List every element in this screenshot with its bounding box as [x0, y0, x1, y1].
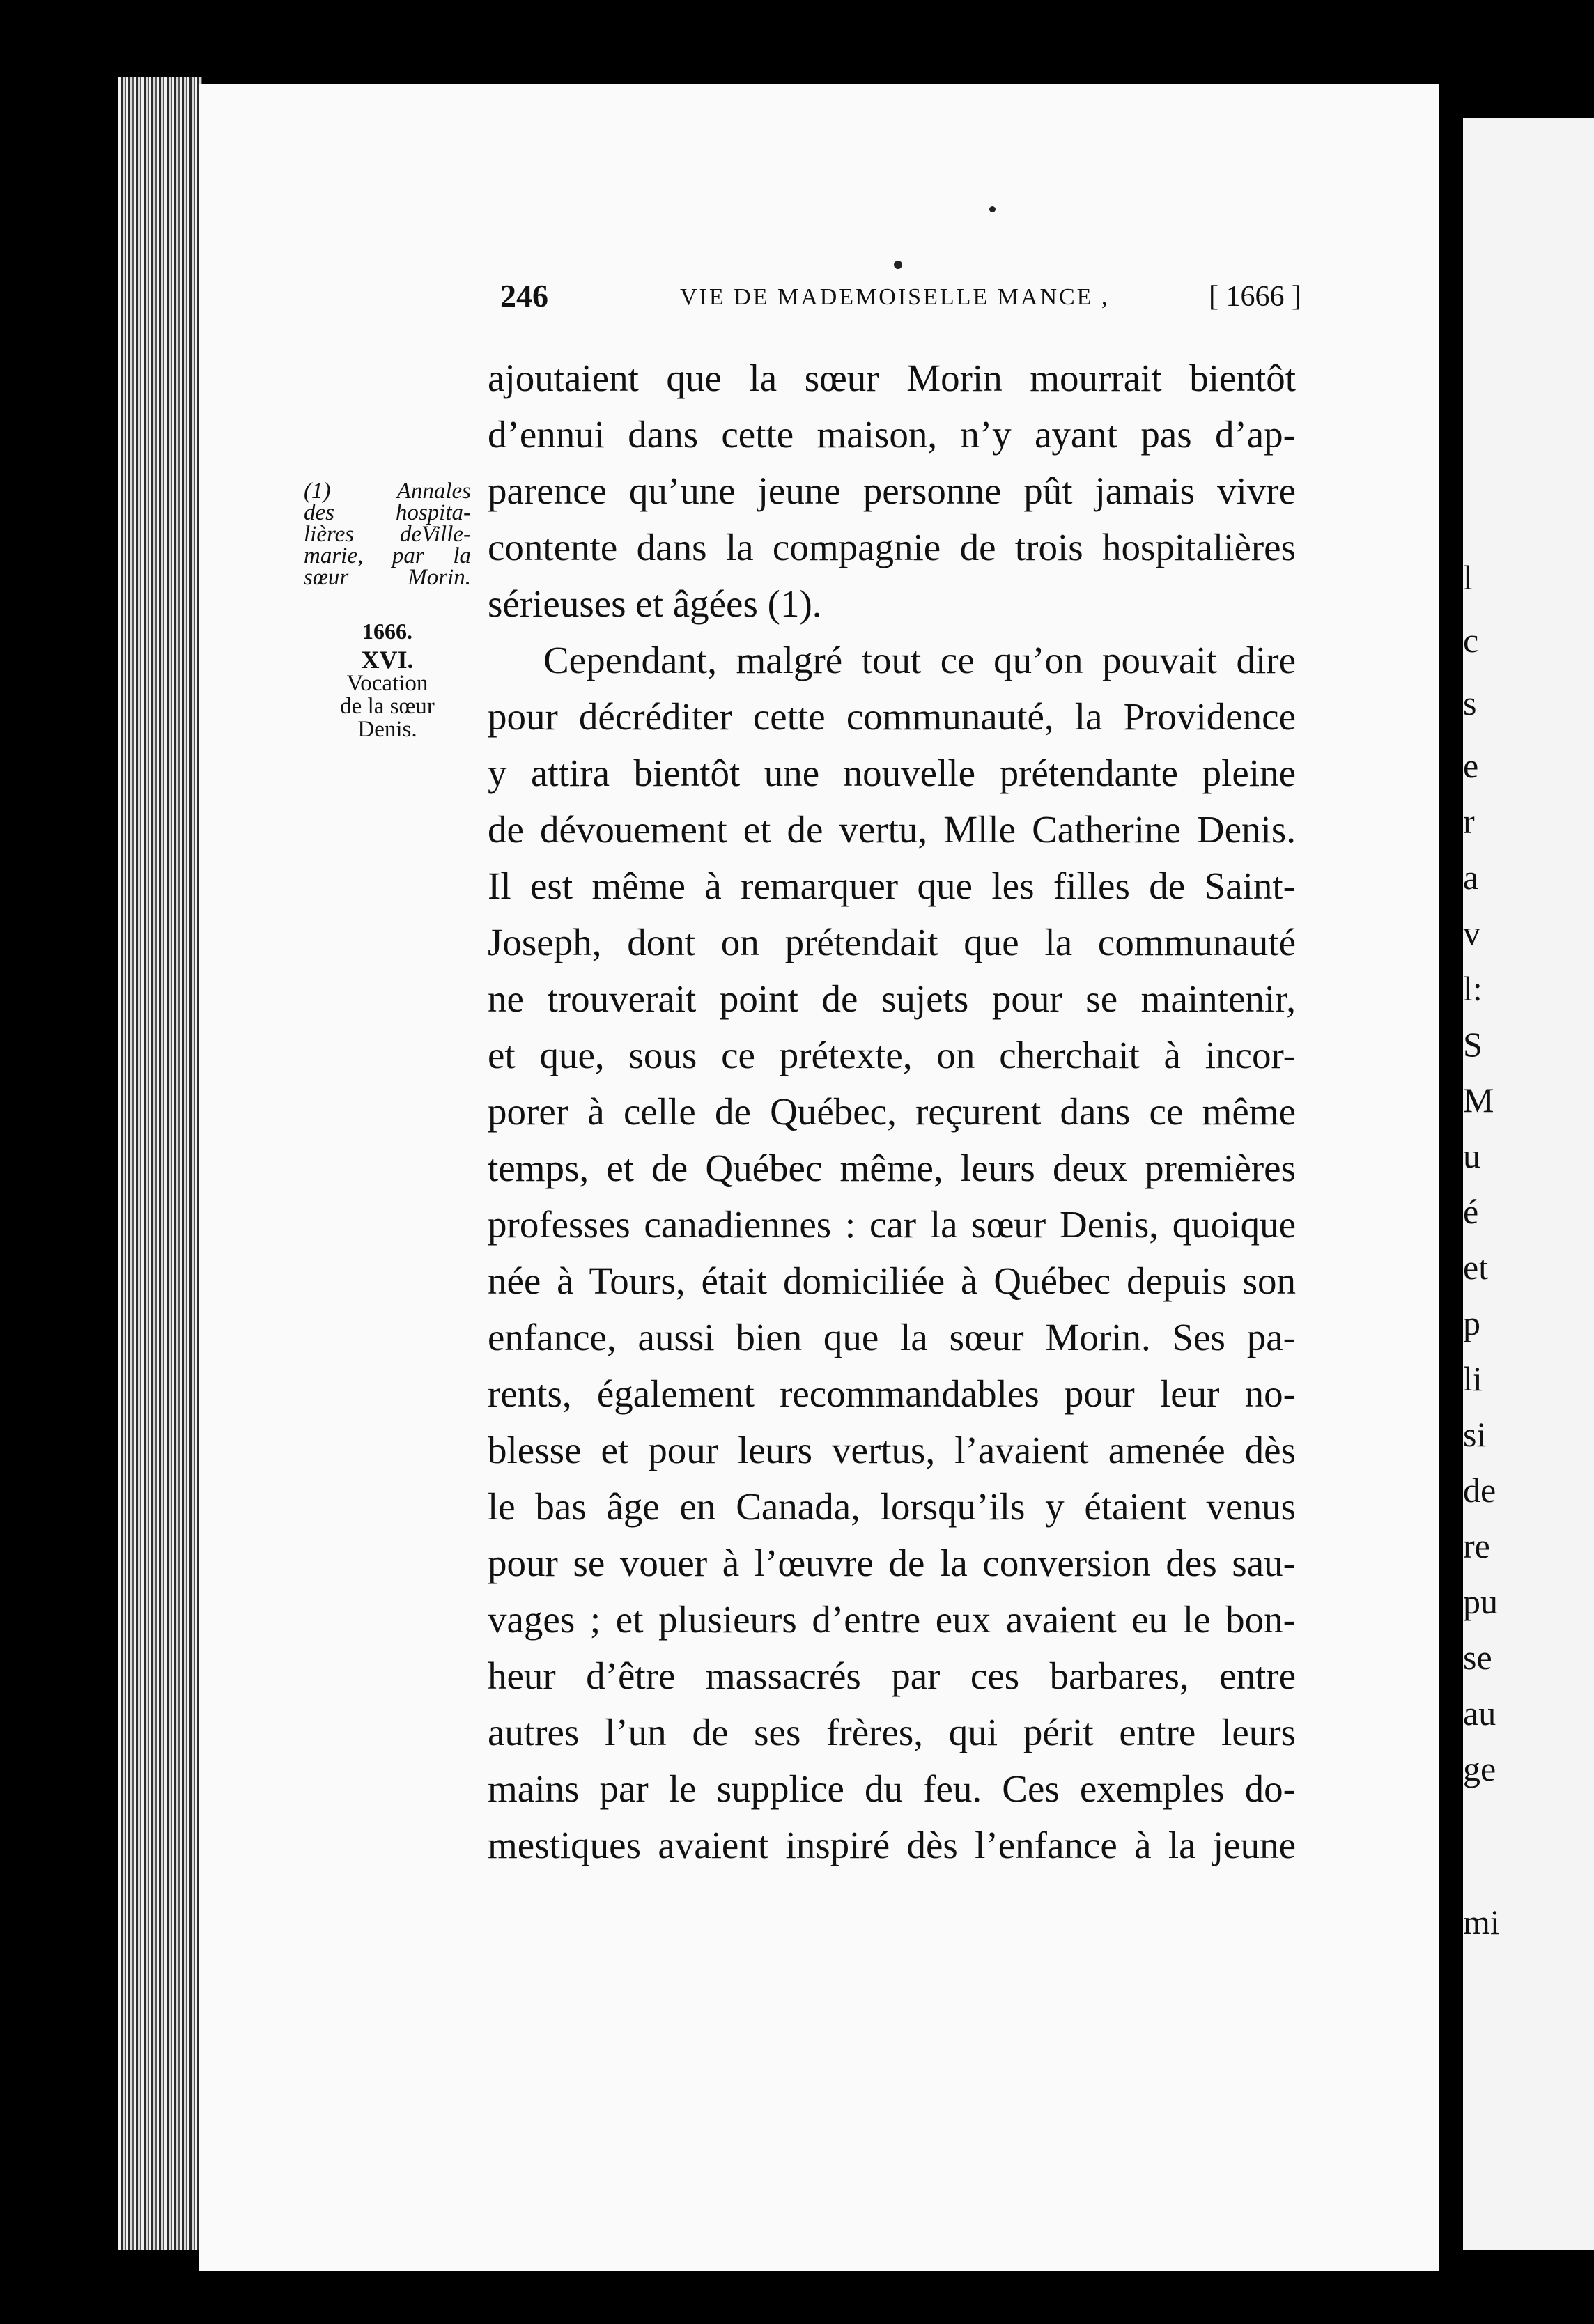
facing-page-letter: e	[1463, 746, 1479, 785]
text-line: mains par le supplice du feu. Ces exemples do-	[488, 1767, 1296, 1810]
side-heading	[304, 619, 471, 741]
facing-page-letter: pu	[1463, 1582, 1498, 1621]
page-edge-stack	[118, 77, 202, 2250]
running-title: VIE DE MADEMOISELLE MANCE ,	[680, 284, 1110, 310]
facing-page-letter: s	[1463, 683, 1477, 722]
facing-page-letter: l:	[1463, 969, 1483, 1008]
text-line: y attira bientôt une nouvelle prétendante pleine	[488, 752, 1296, 794]
facing-page-fragment	[1463, 118, 1594, 2250]
text-line: autres l’un de ses frères, qui périt entre leurs	[488, 1711, 1296, 1753]
text-line: pour décréditer cette communauté, la Providence	[488, 695, 1296, 738]
facing-page-letter: r	[1463, 802, 1475, 841]
footnote-line: des hospita-	[304, 500, 471, 525]
header-year: [ 1666 ]	[1209, 281, 1301, 313]
facing-page-letter: v	[1463, 913, 1480, 952]
facing-page-letter: au	[1463, 1694, 1496, 1733]
facing-page-letter: mi	[1463, 1903, 1500, 1942]
facing-page-letter: S	[1463, 1025, 1483, 1064]
facing-page-letter: et	[1463, 1248, 1489, 1287]
margin-notes	[304, 481, 471, 741]
text-line: blesse et pour leurs vertus, l’avaient amenée dès	[488, 1429, 1296, 1471]
footnote-line: sœur Morin.	[304, 565, 471, 590]
running-header	[500, 277, 1301, 319]
text-line: pour se vouer à l’œuvre de la conversion des sau-	[488, 1542, 1296, 1584]
facing-page-letter: si	[1463, 1415, 1487, 1454]
text-line: Il est même à remarquer que les filles de Saint-	[488, 865, 1296, 907]
side-caption-line: Denis.	[357, 717, 417, 742]
text-line: temps, et de Québec même, leurs deux premières	[488, 1147, 1296, 1189]
print-speck	[989, 206, 996, 212]
section-numeral: XVI.	[361, 646, 414, 674]
text-line: rents, également recommandables pour leur no-	[488, 1372, 1296, 1415]
facing-page-letter: a	[1463, 858, 1479, 897]
body-text	[488, 350, 1296, 1873]
text-line: Joseph, dont on prétendait que la communauté	[488, 921, 1296, 963]
text-line: mestiques avaient inspiré dès l’enfance à la jeune	[488, 1824, 1296, 1866]
footnote-line: marie, par la	[304, 543, 471, 568]
facing-page-letter: de	[1463, 1471, 1496, 1510]
facing-page-letter: l	[1463, 558, 1473, 597]
facing-page-letter: M	[1463, 1080, 1494, 1120]
text-line: née à Tours, était domiciliée à Québec depuis son	[488, 1260, 1296, 1302]
text-line: professes canadiennes : car la sœur Denis, quoique	[488, 1203, 1296, 1246]
side-caption-line: Vocation	[346, 671, 428, 696]
text-line: parence qu’une jeune personne pût jamais vivre	[488, 470, 1296, 512]
print-speck	[894, 261, 902, 269]
text-line: ajoutaient que la sœur Morin mourrait bientôt	[488, 357, 1296, 399]
text-line: et que, sous ce prétexte, on cherchait à incor-	[488, 1034, 1296, 1076]
page-number: 246	[500, 278, 548, 313]
facing-page-letter: u	[1463, 1136, 1480, 1175]
facing-page-letter: re	[1463, 1526, 1490, 1565]
text-line: porer à celle de Québec, reçurent dans ce même	[488, 1090, 1296, 1133]
facing-page-letter: se	[1463, 1638, 1492, 1677]
text-line: Cependant, malgré tout ce qu’on pouvait dire	[543, 639, 1296, 681]
facing-page-letter: p	[1463, 1303, 1480, 1342]
text-line: contente dans la compagnie de trois hospitalières	[488, 526, 1296, 568]
side-year: 1666.	[362, 619, 412, 644]
text-line: le bas âge en Canada, lorsqu’ils y étaient venus	[488, 1485, 1296, 1528]
footnote-line: (1) Annales	[304, 479, 471, 504]
text-line: heur d’être massacrés par ces barbares, entre	[488, 1655, 1296, 1697]
text-line: sérieuses et âgées (1).	[488, 582, 822, 625]
text-line: d’ennui dans cette maison, n’y ayant pas d’ap-	[488, 413, 1296, 456]
side-caption-line: de la sœur	[340, 694, 435, 719]
footnote-line: lières deVille-	[304, 522, 471, 547]
text-line: de dévouement et de vertu, Mlle Catherine Denis.	[488, 808, 1296, 851]
text-line: enfance, aussi bien que la sœur Morin. Ses pa-	[488, 1316, 1296, 1358]
text-line: vages ; et plusieurs d’entre eux avaient eu le bon-	[488, 1598, 1296, 1641]
text-line: ne trouverait point de sujets pour se maintenir,	[488, 977, 1296, 1020]
facing-page-letter: ge	[1463, 1749, 1496, 1788]
facing-page-letter: c	[1463, 621, 1479, 660]
footnote-citation	[304, 481, 471, 589]
facing-page-letter: é	[1463, 1192, 1479, 1231]
facing-page-letter: li	[1463, 1359, 1483, 1398]
